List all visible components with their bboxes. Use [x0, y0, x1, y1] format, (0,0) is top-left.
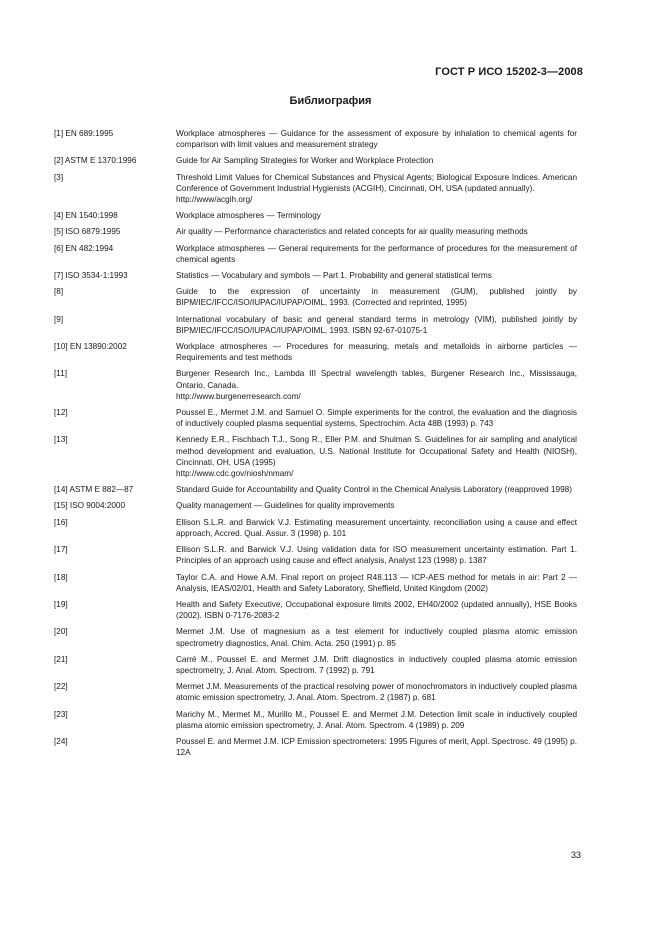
entry-reference: [5] ISO 6879:1995 — [54, 227, 121, 237]
bibliography-entry — [54, 270, 577, 281]
entry-citation: Guide to the expression of uncertainty in measurement (GUM), published jointly by BIPM/IEC/IFCC/ISO/IUPAC/IUPAP/OIML, 1993. (Corrected and reprinted, 1995) — [176, 287, 577, 308]
entry-text — [176, 341, 577, 363]
entry-text — [176, 709, 577, 731]
entry-reference: [15] ISO 9004:2000 — [54, 501, 126, 511]
entry-text — [176, 626, 577, 648]
entry-citation: Poussel E., Mermet J.M. and Samuel O. Simple experiments for the control, the evaluation and the diagnosis of inductively coupled plasma sequential systems, Spectrochim. Acta 48B (1993) p. 743 — [176, 408, 577, 429]
entry-reference: [8] — [54, 287, 64, 297]
bibliography-entry — [54, 517, 577, 539]
entry-citation: Standard Guide for Accountability and Quality Control in the Chemical Analysis Laboratory (reapproved 1998) — [176, 485, 572, 495]
entry-text — [176, 544, 577, 566]
entry-reference: [21] — [54, 654, 68, 664]
entry-citation: Ellison S.L.R. and Barwick V.J. Using validation data for ISO measurement uncertainty estimation. Part 1. Principles of an approach using cause and effect analysis, Analyst 123 (1998) p. 1387 — [176, 545, 577, 566]
entry-text — [176, 286, 577, 308]
entry-reference: [19] — [54, 599, 68, 609]
entry-reference: [17] — [54, 545, 68, 555]
entry-citation: Air quality — Performance characteristics and related concepts for air quality measuring methods — [176, 227, 528, 237]
bibliography-entry — [54, 226, 577, 237]
entry-reference: [6] EN 482:1994 — [54, 243, 114, 253]
entry-citation: Workplace atmospheres — Guidance for the assessment of exposure by inhalation to chemical agents for comparison with limit values and measurement strategy — [176, 129, 577, 150]
bibliography-entry — [54, 172, 577, 206]
entry-reference: [2] ASTM E 1370:1996 — [54, 156, 137, 166]
entry-citation: Poussel E. and Mermet J.M. ICP Emission spectrometers: 1995 Figures of merit, Appl. Spectrosc. 49 (1995) p. 12A — [176, 736, 577, 758]
entry-reference: [1] EN 689:1995 — [54, 129, 114, 138]
entry-reference: [14] ASTM E 882—87 — [54, 485, 134, 495]
standard-code: ГОСТ Р ИСО 15202-3—2008 — [435, 66, 583, 78]
bibliography-entry — [54, 434, 577, 479]
entry-text — [176, 155, 577, 166]
entry-citation: Workplace atmospheres — General requirements for the performance of procedures for the measurement of chemical agents — [176, 243, 577, 264]
entry-text — [176, 226, 577, 237]
bibliography-entry — [54, 243, 577, 265]
bibliography-entry — [54, 681, 577, 703]
entry-citation: Workplace atmospheres — Procedures for measuring, metals and metalloids in airborne particles — Requirements and test methods — [176, 342, 577, 363]
entry-citation: Marichy M., Mermet M., Murillo M., Poussel E. and Mermet J.M. Detection limit scale in inductively coupled plasma atomic emission spectrometry, J. Anal. Atom. Spectrom. 4 (1989) p. 209 — [176, 709, 577, 730]
entry-citation: Quality management — Guidelines for quality improvements — [176, 501, 395, 511]
bibliography-entry — [54, 500, 577, 511]
entry-reference: [4] EN 1540:1998 — [54, 211, 118, 221]
bibliography-entry — [54, 544, 577, 566]
entry-reference: [22] — [54, 682, 68, 692]
bibliography-entry — [54, 572, 577, 594]
entry-citation: International vocabulary of basic and general standard terms in metrology (VIM), published jointly by BIPM/IEC/IFCC/ISO/IUPAC/IUPAP/OIML, 1993. ISBN 92-67-01075-1 — [176, 314, 577, 335]
entry-citation: Taylor C.A. and Howe A.M. Final report on project R48.113 — ICP-AES method for metals in air: Part 2 — Analysis, IEAS/02/01, Health and Safety Laboratory, Sheffield, United Kingdom (2002) — [176, 572, 577, 593]
entry-text — [176, 484, 577, 495]
entry-citation: Guide for Air Sampling Strategies for Worker and Workplace Protection — [176, 156, 434, 166]
bibliography-entry — [54, 314, 577, 336]
entry-text — [176, 128, 577, 150]
bibliography-entry — [54, 155, 577, 166]
entry-text — [176, 572, 577, 594]
entry-reference: [3] — [54, 172, 64, 182]
entry-reference: [12] — [54, 408, 68, 418]
bibliography-entry — [54, 368, 577, 402]
entry-reference: [24] — [54, 736, 68, 746]
entry-text — [176, 407, 577, 429]
entry-citation: Statistics — Vocabulary and symbols — Part 1. Probability and general statistical terms — [176, 271, 492, 281]
entry-reference: [9] — [54, 314, 64, 324]
bibliography-entry — [54, 128, 577, 150]
entry-text — [176, 599, 577, 621]
entry-citation: Mermet J.M. Use of magnesium as a test element for inductively coupled plasma atomic emission spectrometry diagnostics, Anal. Chim. Acta. 250 (1991) p. 85 — [176, 627, 577, 648]
bibliography-entry — [54, 407, 577, 429]
entry-citation: Burgener Research Inc., Lambda III Spectral wavelength tables, Burgener Research Inc., Mississauga, Ontario, Canada. — [176, 369, 577, 390]
bibliography-entry — [54, 709, 577, 731]
entry-text — [176, 654, 577, 676]
entry-reference: [10] EN 13890:2002 — [54, 342, 127, 352]
entry-url: http://www.cdc.gov/niosh/nmam/ — [176, 469, 294, 479]
bibliography-entry — [54, 736, 577, 758]
entry-text — [176, 172, 577, 206]
page-number: 33 — [570, 850, 581, 860]
bibliography-entry — [54, 654, 577, 676]
entry-text — [176, 434, 577, 479]
bibliography-entry — [54, 341, 577, 363]
entry-citation: Health and Safety Executive, Occupational exposure limits 2002, EH40/2002 (updated annually), HSE Books (2002). ISBN 0-7176-2083-2 — [176, 599, 577, 621]
entry-url: http://www.burgenerresearch.com/ — [176, 391, 301, 401]
entry-citation: Workplace atmospheres — Terminology — [176, 211, 321, 221]
page-title: Библиография — [289, 95, 372, 107]
entry-text — [176, 243, 577, 265]
entry-citation: Carré M., Poussel E. and Mermet J.M. Drift diagnostics in inductively coupled plasma atomic emission spectrometry, J. Anal. Atom. Spectrom. 7 (1992) p. 791 — [176, 654, 577, 675]
entry-reference: [7] ISO 3534-1:1993 — [54, 271, 128, 281]
entry-text — [176, 270, 577, 281]
bibliography-entry — [54, 626, 577, 648]
entry-reference: [11] — [54, 369, 68, 379]
entry-reference: [13] — [54, 435, 68, 445]
entry-citation: Mermet J.M. Measurements of the practical resolving power of monochromators in inductively coupled plasma atomic emission spectrometry, J. Anal. Atom. Spectrom. 2 (1987) p. 681 — [176, 682, 577, 703]
entry-citation: Ellison S.L.R. and Barwick V.J. Estimating measurement uncertainty. reconciliation using a cause and effect approach, Accred. Qual. Assur. 3 (1998) p. 101 — [176, 517, 577, 538]
bibliography-entry — [54, 599, 577, 621]
entry-citation: Kennedy E.R., Fischbach T.J., Song R., Eller P.M. and Shulman S. Guidelines for air sampling and analytical method development and evaluation, U.S. National Institute for Occupational Safety and Health (NIOSH), Cincinnati, OH, USA (1995) — [176, 435, 577, 467]
entry-reference: [18] — [54, 572, 68, 582]
entry-text — [176, 736, 577, 758]
entry-text — [176, 681, 577, 703]
entry-url: http://www/acgih.org/ — [176, 195, 253, 205]
bibliography-entry — [54, 210, 577, 221]
bibliography-list — [54, 128, 577, 763]
entry-text — [176, 314, 577, 336]
bibliography-entry — [54, 484, 577, 495]
entry-text — [176, 517, 577, 539]
entry-text — [176, 210, 577, 221]
entry-reference: [20] — [54, 627, 68, 637]
bibliography-entry — [54, 286, 577, 308]
entry-text — [176, 368, 577, 402]
entry-citation: Threshold Limit Values for Chemical Substances and Physical Agents; Biological Exposure Indices. American Conference of Government Industrial Hygienists (ACGIH), Cincinnati, OH, USA (updated annually). — [176, 172, 577, 193]
entry-reference: [23] — [54, 709, 68, 719]
entry-reference: [16] — [54, 517, 68, 527]
entry-text — [176, 500, 577, 511]
